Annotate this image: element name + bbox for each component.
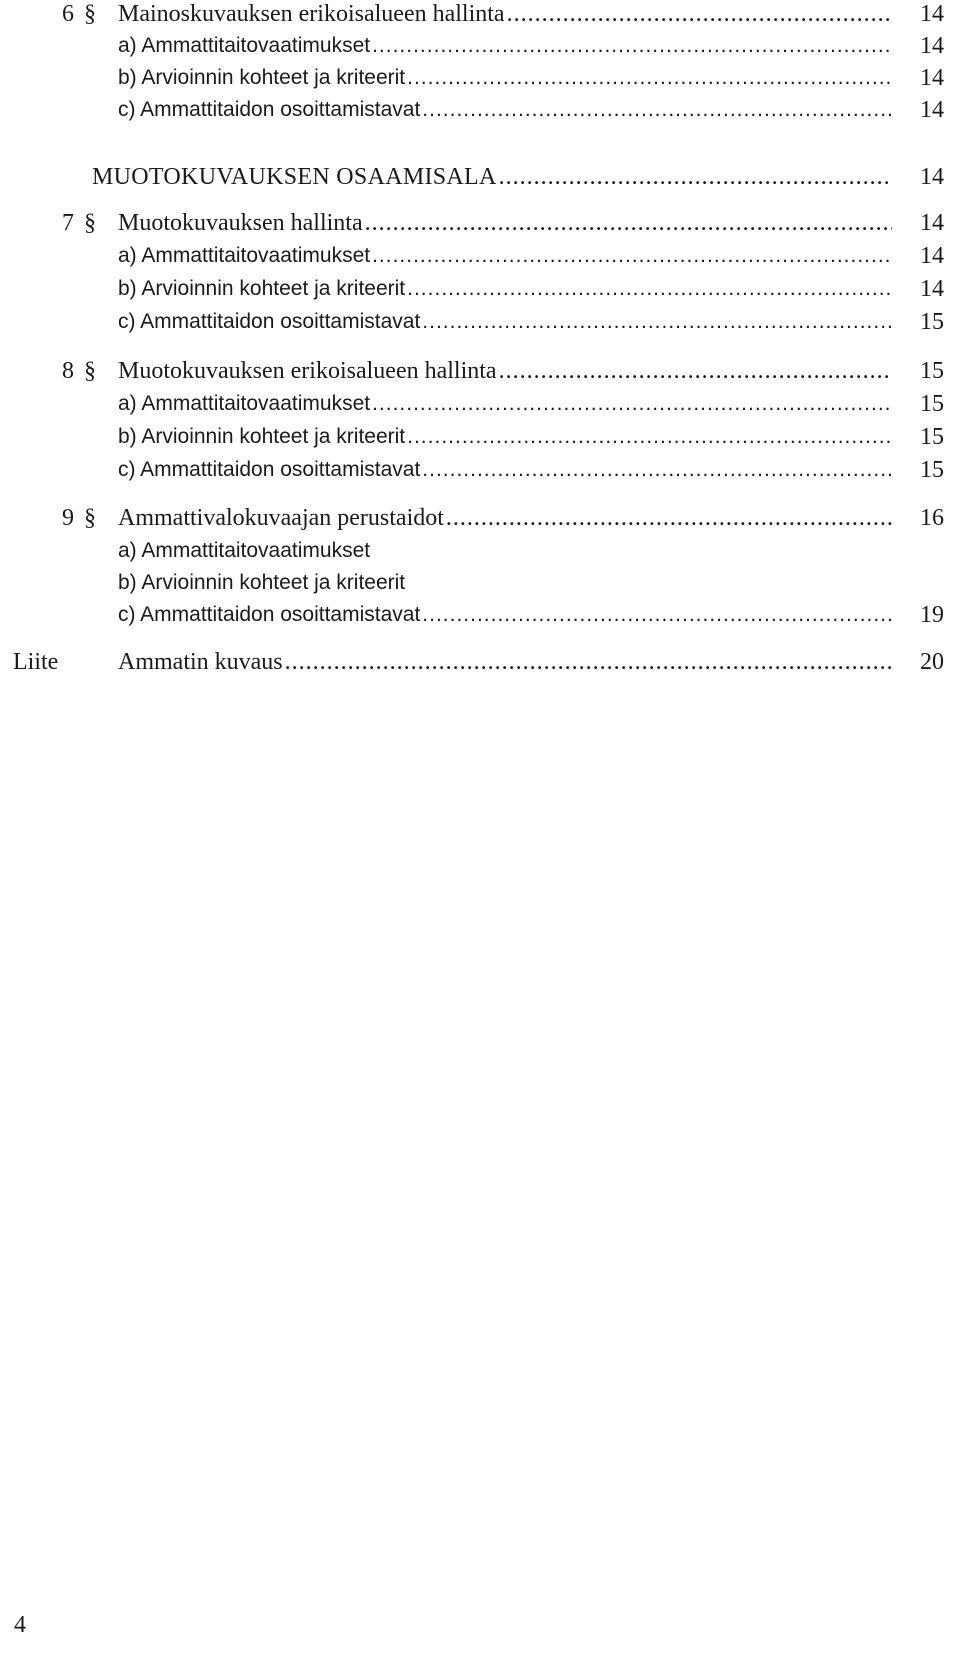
- toc-page-number: 19: [920, 602, 944, 628]
- toc-entry: [118, 599, 892, 631]
- section-number: 9: [62, 505, 74, 531]
- toc-row-section-6[interactable]: [0, 0, 960, 30]
- toc-row-8b[interactable]: [0, 421, 960, 453]
- toc-entry: [118, 567, 892, 599]
- dot-leader: [446, 502, 892, 534]
- toc-entry-title: c) Ammattitaidon osoittamistavat: [118, 98, 421, 121]
- toc-entry: [118, 207, 892, 239]
- toc-entry-title: c) Ammattitaidon osoittamistavat: [118, 310, 421, 333]
- toc-entry-title: b) Arvioinnin kohteet ja kriteerit: [118, 277, 406, 300]
- toc-entry: [118, 355, 892, 387]
- toc-row-heading-muotokuvaus[interactable]: [0, 161, 960, 193]
- toc-page-number: 20: [920, 649, 944, 675]
- dot-leader: [499, 161, 892, 193]
- section-mark: §: [84, 1, 96, 27]
- toc-entry: [118, 388, 892, 420]
- toc-row-6a[interactable]: [0, 30, 960, 62]
- dot-leader: [372, 388, 892, 420]
- toc-page-number: 14: [920, 33, 944, 59]
- toc-entry-title: b) Arvioinnin kohteet ja kriteerit: [118, 66, 406, 89]
- toc-page-number: 14: [920, 243, 944, 269]
- toc-entry: [118, 0, 892, 30]
- dot-leader: [499, 355, 892, 387]
- toc-entry-title: c) Ammattitaidon osoittamistavat: [118, 603, 421, 626]
- toc-entry: [118, 502, 892, 534]
- toc-row-8c[interactable]: [0, 454, 960, 486]
- toc-row-liite[interactable]: [0, 646, 960, 678]
- dot-leader: [407, 421, 892, 453]
- toc-entry-title: b) Arvioinnin kohteet ja kriteerit: [118, 571, 406, 594]
- toc-row-7b[interactable]: [0, 273, 960, 305]
- toc-page-number: 14: [920, 65, 944, 91]
- toc-row-9b[interactable]: [0, 567, 960, 599]
- toc-entry: [92, 161, 892, 193]
- toc-page-number: 15: [920, 457, 944, 483]
- toc-page-number: 16: [920, 505, 944, 531]
- toc-entry: [118, 535, 892, 567]
- section-mark: §: [84, 358, 96, 384]
- toc-entry: [118, 94, 892, 126]
- toc-entry: [118, 30, 892, 62]
- section-number: 7: [62, 210, 74, 236]
- section-number: 6: [62, 1, 74, 27]
- dot-leader: [372, 30, 892, 62]
- toc-page-number: 14: [920, 276, 944, 302]
- toc-entry-title: Muotokuvauksen erikoisalueen hallinta: [118, 358, 497, 384]
- dot-leader: [507, 0, 892, 30]
- toc-row-6b[interactable]: [0, 62, 960, 94]
- toc-row-7a[interactable]: [0, 240, 960, 272]
- toc-entry: [118, 240, 892, 272]
- dot-leader: [422, 599, 892, 631]
- toc-entry: [118, 62, 892, 94]
- dot-leader: [365, 207, 892, 239]
- toc-page-number: 15: [920, 391, 944, 417]
- toc-row-9c[interactable]: [0, 599, 960, 631]
- toc-page-number: 14: [920, 210, 944, 236]
- toc-entry-title: Muotokuvauksen hallinta: [118, 210, 363, 236]
- toc-entry-title: a) Ammattitaitovaatimukset: [118, 34, 371, 57]
- toc-entry-title: a) Ammattitaitovaatimukset: [118, 392, 371, 415]
- toc-entry-title: a) Ammattitaitovaatimukset: [118, 244, 371, 267]
- toc-entry: [118, 454, 892, 486]
- toc-row-section-7[interactable]: [0, 207, 960, 239]
- dot-leader: [422, 454, 892, 486]
- toc-entry-title: Ammatin kuvaus: [118, 649, 283, 675]
- toc-page-number: 14: [920, 1, 944, 27]
- toc-entry-title: Ammattivalokuvaajan perustaidot: [118, 505, 444, 531]
- toc-entry: [118, 421, 892, 453]
- dot-leader: [372, 240, 892, 272]
- dot-leader: [285, 646, 892, 678]
- dot-leader: [422, 94, 892, 126]
- toc-row-section-9[interactable]: [0, 502, 960, 534]
- dot-leader: [422, 306, 892, 338]
- toc-row-7c[interactable]: [0, 306, 960, 338]
- toc-entry-title: c) Ammattitaidon osoittamistavat: [118, 458, 421, 481]
- toc-page-number: 15: [920, 358, 944, 384]
- section-mark: §: [84, 210, 96, 236]
- toc-entry: [118, 273, 892, 305]
- dot-leader: [407, 273, 892, 305]
- toc-row-section-8[interactable]: [0, 355, 960, 387]
- toc-page-number: 14: [920, 164, 944, 190]
- toc-page-number: 15: [920, 309, 944, 335]
- toc-entry-title: Mainoskuvauksen erikoisalueen hallinta: [118, 1, 505, 27]
- toc-row-8a[interactable]: [0, 388, 960, 420]
- toc-row-9a[interactable]: [0, 535, 960, 567]
- toc-entry: [118, 646, 892, 678]
- dot-leader: [407, 62, 892, 94]
- toc-heading-title: MUOTOKUVAUKSEN OSAAMISALA: [92, 164, 497, 190]
- section-number: 8: [62, 358, 74, 384]
- toc-entry: [118, 306, 892, 338]
- toc-entry-title: b) Arvioinnin kohteet ja kriteerit: [118, 425, 406, 448]
- toc-page-number: 14: [920, 97, 944, 123]
- toc-page-number: 15: [920, 424, 944, 450]
- footer-page-number: 4: [14, 1612, 26, 1638]
- toc-row-6c[interactable]: [0, 94, 960, 126]
- toc-entry-title: a) Ammattitaitovaatimukset: [118, 539, 371, 562]
- section-mark: §: [84, 505, 96, 531]
- appendix-label: Liite: [13, 649, 59, 675]
